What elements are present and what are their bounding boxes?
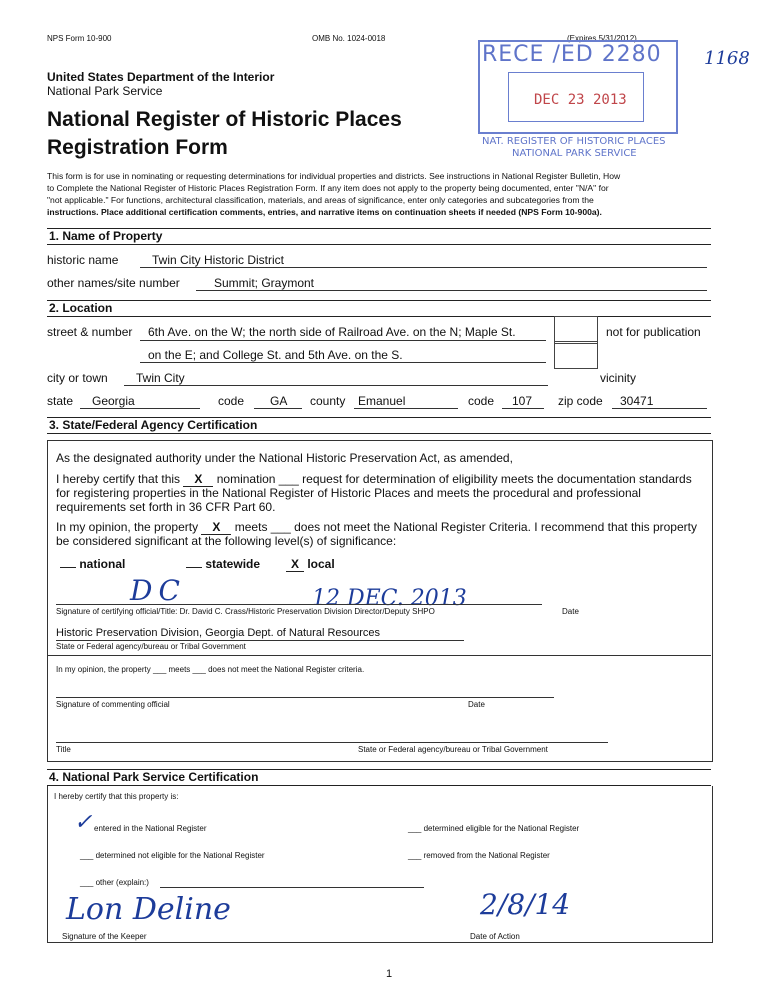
title-label: Title xyxy=(56,745,71,754)
county-label: county xyxy=(310,394,346,408)
cert-intro: As the designated authority under the National Historic Preservation Act, as amended, xyxy=(56,451,513,465)
vicinity-checkbox[interactable] xyxy=(554,341,598,369)
keeper-signature: Lon Deline xyxy=(66,892,231,927)
omb-number: OMB No. 1024-0018 xyxy=(312,34,386,43)
state-code-label: code xyxy=(218,394,245,408)
street-line2 xyxy=(140,362,546,363)
section3-heading: 3. State/Federal Agency Certification xyxy=(47,417,711,434)
street-value-line1[interactable]: 6th Ave. on the W; the north side of Railroad Ave. on the N; Maple St. xyxy=(148,325,516,339)
state-code-value[interactable]: GA xyxy=(270,394,288,408)
zip-line xyxy=(612,408,707,409)
agency-value[interactable]: Historic Preservation Division, Georgia Dept. of Natural Resources xyxy=(56,627,381,639)
action-date-handwritten: 2/8/14 xyxy=(480,888,571,921)
other-explain-line xyxy=(160,887,424,888)
level-national[interactable]: national xyxy=(60,557,125,571)
certifying-date-handwritten: 12 DEC. 2013 xyxy=(312,586,467,611)
meets-mark[interactable]: X xyxy=(201,520,231,535)
county-code-line xyxy=(502,408,544,409)
instructions-line3: "not applicable." For functions, architectural classification, materials, and areas of significance, enter only categories and subcategories from the xyxy=(47,195,594,205)
section2-heading: 2. Location xyxy=(47,300,711,317)
section4-heading: 4. National Park Service Certification xyxy=(47,769,711,786)
agency-label: State or Federal agency/bureau or Tribal Government xyxy=(56,642,246,651)
other-names-label: other names/site number xyxy=(47,276,180,290)
city-label: city or town xyxy=(47,371,108,385)
level-local[interactable]: X local xyxy=(286,557,335,572)
option-other[interactable]: ___ other (explain:) xyxy=(80,878,149,887)
instructions-line2: to Complete the National Register of Historic Places Registration Form. If any item does not apply to the property being documented, enter "N/A" for xyxy=(47,183,609,193)
city-line xyxy=(124,385,548,386)
keeper-label: Signature of the Keeper xyxy=(62,932,147,941)
state-code-line xyxy=(254,408,302,409)
entered-checkmark: ✓ xyxy=(74,810,93,835)
instructions-line1: This form is for use in nominating or requesting determinations for individual properties and districts. See instructions in National Register Bulletin, How xyxy=(47,171,621,181)
action-date-label: Date of Action xyxy=(470,932,520,941)
historic-name-line xyxy=(140,267,707,268)
signature-line xyxy=(56,604,542,605)
not-for-publication-label: not for publication xyxy=(606,325,701,339)
opinion-line2: be considered significant at the following level(s) of significance: xyxy=(56,534,397,548)
stamp-line1: NAT. REGISTER OF HISTORIC PLACES xyxy=(482,136,666,147)
zip-label: zip code xyxy=(558,394,603,408)
nps-intro: I hereby certify that this property is: xyxy=(54,792,179,801)
option-removed[interactable]: ___ removed from the National Register xyxy=(408,851,550,860)
received-stamp xyxy=(478,36,678,166)
city-value[interactable]: Twin City xyxy=(136,371,185,385)
cert-line2: I hereby certify that this X nomination ___ request for determination of eligibility meets the documentation standards xyxy=(56,472,692,486)
certifying-signature: DC xyxy=(130,574,186,607)
street-value-line2[interactable]: on the E; and College St. and 5th Ave. on the S. xyxy=(148,348,403,362)
agency-line1: United States Department of the Interior xyxy=(47,70,275,84)
stamp-received: RECE /ED 2280 xyxy=(482,42,662,67)
instructions xyxy=(47,170,620,218)
page-number: 1 xyxy=(386,968,393,980)
county-code-value[interactable]: 107 xyxy=(512,394,533,408)
expires-date: (Expires 5/31/2012) xyxy=(567,34,637,43)
state-value[interactable]: Georgia xyxy=(92,394,135,408)
zip-value[interactable]: 30471 xyxy=(620,394,654,408)
historic-name-label: historic name xyxy=(47,253,119,267)
nomination-mark[interactable]: X xyxy=(183,472,213,487)
county-line xyxy=(354,408,458,409)
signature-date-label: Date xyxy=(562,607,579,616)
vicinity-label: vicinity xyxy=(600,371,637,385)
commenting-opinion: In my opinion, the property ___ meets ___ does not meet the National Register criteria. xyxy=(56,665,365,674)
historic-name-value[interactable]: Twin City Historic District xyxy=(152,253,285,267)
stamp-date: DEC 23 2013 xyxy=(534,92,627,108)
county-code-label: code xyxy=(468,394,495,408)
page-subtitle: Registration Form xyxy=(47,136,228,159)
street-label: street & number xyxy=(47,325,133,339)
state-line xyxy=(80,408,200,409)
option-entered[interactable]: entered in the National Register xyxy=(94,824,207,833)
street-line1 xyxy=(140,340,546,341)
section1-heading: 1. Name of Property xyxy=(47,228,711,245)
page-title: National Register of Historic Places xyxy=(47,108,402,131)
cert-divider xyxy=(47,655,711,656)
other-names-line xyxy=(196,290,707,291)
option-determined-eligible[interactable]: ___ determined eligible for the National Register xyxy=(408,824,580,833)
opinion-line1: In my opinion, the property X meets ___ does not meet the National Register Criteria. I recommend that this property xyxy=(56,520,697,534)
commenting-signature-label: Signature of commenting official xyxy=(56,700,170,709)
title-line xyxy=(56,742,608,743)
commenting-date-label: Date xyxy=(468,700,485,709)
instructions-line4: instructions. Place additional certification comments, entries, and narrative items on continuation sheets if needed (NPS Form 10-900a). xyxy=(47,207,602,217)
other-names-value[interactable]: Summit; Graymont xyxy=(214,276,315,290)
county-value[interactable]: Emanuel xyxy=(358,394,406,408)
option-not-eligible[interactable]: ___ determined not eligible for the National Register xyxy=(80,851,265,860)
not-for-publication-checkbox[interactable] xyxy=(554,316,598,344)
level-statewide[interactable]: statewide xyxy=(186,557,260,571)
commenting-signature-line xyxy=(56,697,554,698)
cert-line3: for registering properties in the National Register of Historic Places and meets the procedural and professional xyxy=(56,486,641,500)
form-number: NPS Form 10-900 xyxy=(47,34,112,43)
title-agency-label: State or Federal agency/bureau or Tribal Government xyxy=(358,745,548,754)
agency-line xyxy=(56,640,464,641)
signature-label: Signature of certifying official/Title: Dr. David C. Crass/Historic Preservation Division Director/Deputy SHPO xyxy=(56,607,435,616)
state-label: state xyxy=(47,394,74,408)
cert-line4: requirements set forth in 36 CFR Part 60. xyxy=(56,500,276,514)
handwritten-number: 1168 xyxy=(704,48,750,69)
stamp-line2: NATIONAL PARK SERVICE xyxy=(512,148,637,159)
agency-line2: National Park Service xyxy=(47,84,163,98)
